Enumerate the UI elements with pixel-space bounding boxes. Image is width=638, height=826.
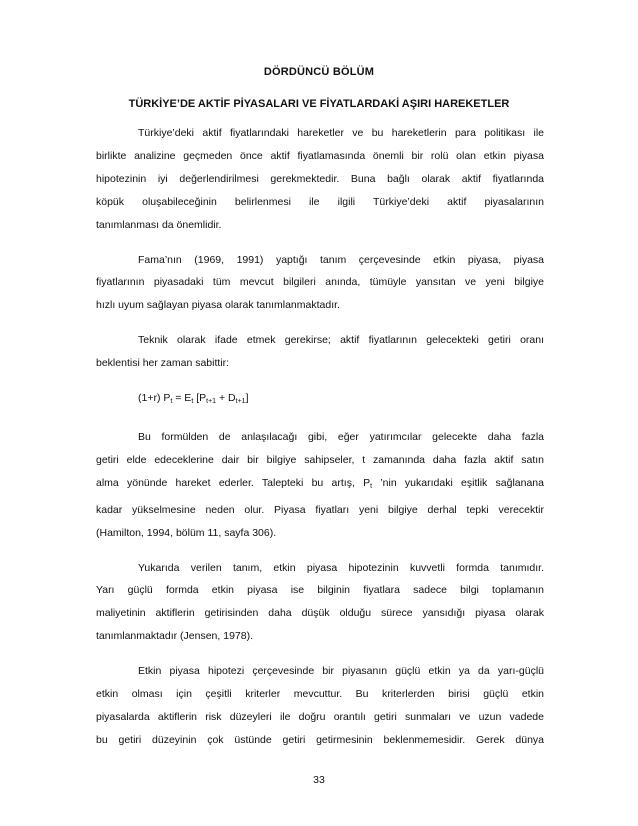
text-fragment: alma yönünde hareket ederler. Talepteki bu artış, P — [96, 476, 371, 489]
formula-part: [P — [193, 392, 207, 405]
formula-part: = E — [172, 392, 192, 405]
text-line: Türkiye’deki aktif fiyatlarındaki hareketler ve bu hareketlerin para politikası ile — [138, 127, 544, 139]
text-line: etkin olması için çeşitli kriterler mevcuttur. Bu kriterlerden birisi güçlü etkin — [96, 688, 544, 701]
text-line: birlikte analizine geçmeden önce aktif fiyatlamasında önemli bir rolü olan etkin piyasa — [96, 149, 544, 162]
inline-subscript: t — [370, 482, 373, 490]
text-line: beklentisi her zaman sabittir: — [96, 357, 230, 370]
text-line-with-subscript — [96, 472, 544, 499]
page-number: 33 — [313, 774, 325, 786]
text-line: Teknik olarak ifade etmek gerekirse; aktif fiyatlarının gelecekteki getiri oranı — [138, 334, 544, 347]
text-line: hipotezinin iyi değerlendirilmesi gerekmektedir. Buna bağlı olarak aktif fiyatlarında — [96, 172, 544, 185]
text-line: maliyetinin aktiflerin getirisinden daha düşük olduğu sürece yansıdığı piyasa olarak — [96, 607, 544, 620]
body-text — [96, 122, 544, 764]
text-line: getiri elde edeceklerine dair bir bilgiye sahipseler, t zamanında daha fazla aktif satın — [96, 453, 544, 466]
chapter-heading: DÖRDÜNCÜ BÖLÜM — [263, 66, 375, 78]
paragraph-3 — [96, 329, 544, 375]
formula-part: (1+r) P — [138, 392, 171, 405]
formula-subscript: t — [170, 398, 173, 406]
text-line: piyasalarda aktiflerin risk düzeyleri ile doğru orantılı getiri sunmaları ve uzun vadede — [96, 710, 544, 723]
paragraph-6 — [96, 660, 544, 752]
paragraph-5 — [96, 557, 544, 649]
formula-subscript: t+1 — [235, 398, 246, 406]
text-line: Etkin piyasa hipotezi çerçevesinde bir piyasanın güçlü etkin ya da yarı-güçlü — [138, 665, 544, 678]
text-line: bu getiri düzeyinin çok üstünde getiri getirmesinin beklenmemesidir. Gerek dünya — [96, 733, 544, 746]
formula-subscript: t — [191, 398, 194, 406]
paragraph-4 — [96, 426, 544, 545]
text-line: (Hamilton, 1994, bölüm 11, sayfa 306). — [96, 526, 277, 539]
text-line: hızlı uyum sağlayan piyasa olarak tanımlanmaktadır. — [96, 299, 340, 312]
section-title: TÜRKİYE’DE AKTİF PİYASALARI VE FİYATLARDAKİ AŞIRI HAREKETLER — [128, 98, 510, 110]
text-line: Yukarıda verilen tanım, etkin piyasa hipotezinin kuvvetli formda tanımıdır. — [138, 561, 544, 574]
paragraph-1 — [96, 122, 544, 237]
text-line: tanımlanması da önemlidir. — [96, 218, 222, 231]
text-line: Fama’nın (1969, 1991) yaptığı tanım çerçevesinde etkin piyasa, piyasa — [138, 253, 544, 266]
formula-subscript: t+1 — [206, 398, 217, 406]
text-line: fiyatlarının piyasadaki tüm mevcut bilgileri anında, tümüyle yansıtan ve yeni bilgiye — [96, 276, 544, 289]
text-line: Bu formülden de anlaşılacağı gibi, eğer yatırımcılar gelecekte daha fazla — [138, 430, 544, 443]
text-fragment: ’nin yukarıdaki eşitlik sağlanana — [372, 476, 544, 489]
formula-part: + D — [216, 392, 236, 405]
text-line: tanımlanmaktadır (Jensen, 1978). — [96, 630, 253, 643]
text-line: Yarı güçlü formda etkin piyasa ise bilginin fiyatlara sadece bilgi toplamanın — [96, 584, 544, 597]
formula-part: ] — [245, 392, 249, 405]
text-line: köpük oluşabileceğinin belirlenmesi ile ilgili Türkiye’deki aktif piyasalarının — [96, 195, 544, 208]
paragraph-2 — [96, 249, 544, 318]
equation — [138, 387, 544, 414]
text-line: kadar yükselmesine neden olur. Piyasa fiyatları yeni bilgiye derhal tepki verecektir — [96, 503, 544, 516]
